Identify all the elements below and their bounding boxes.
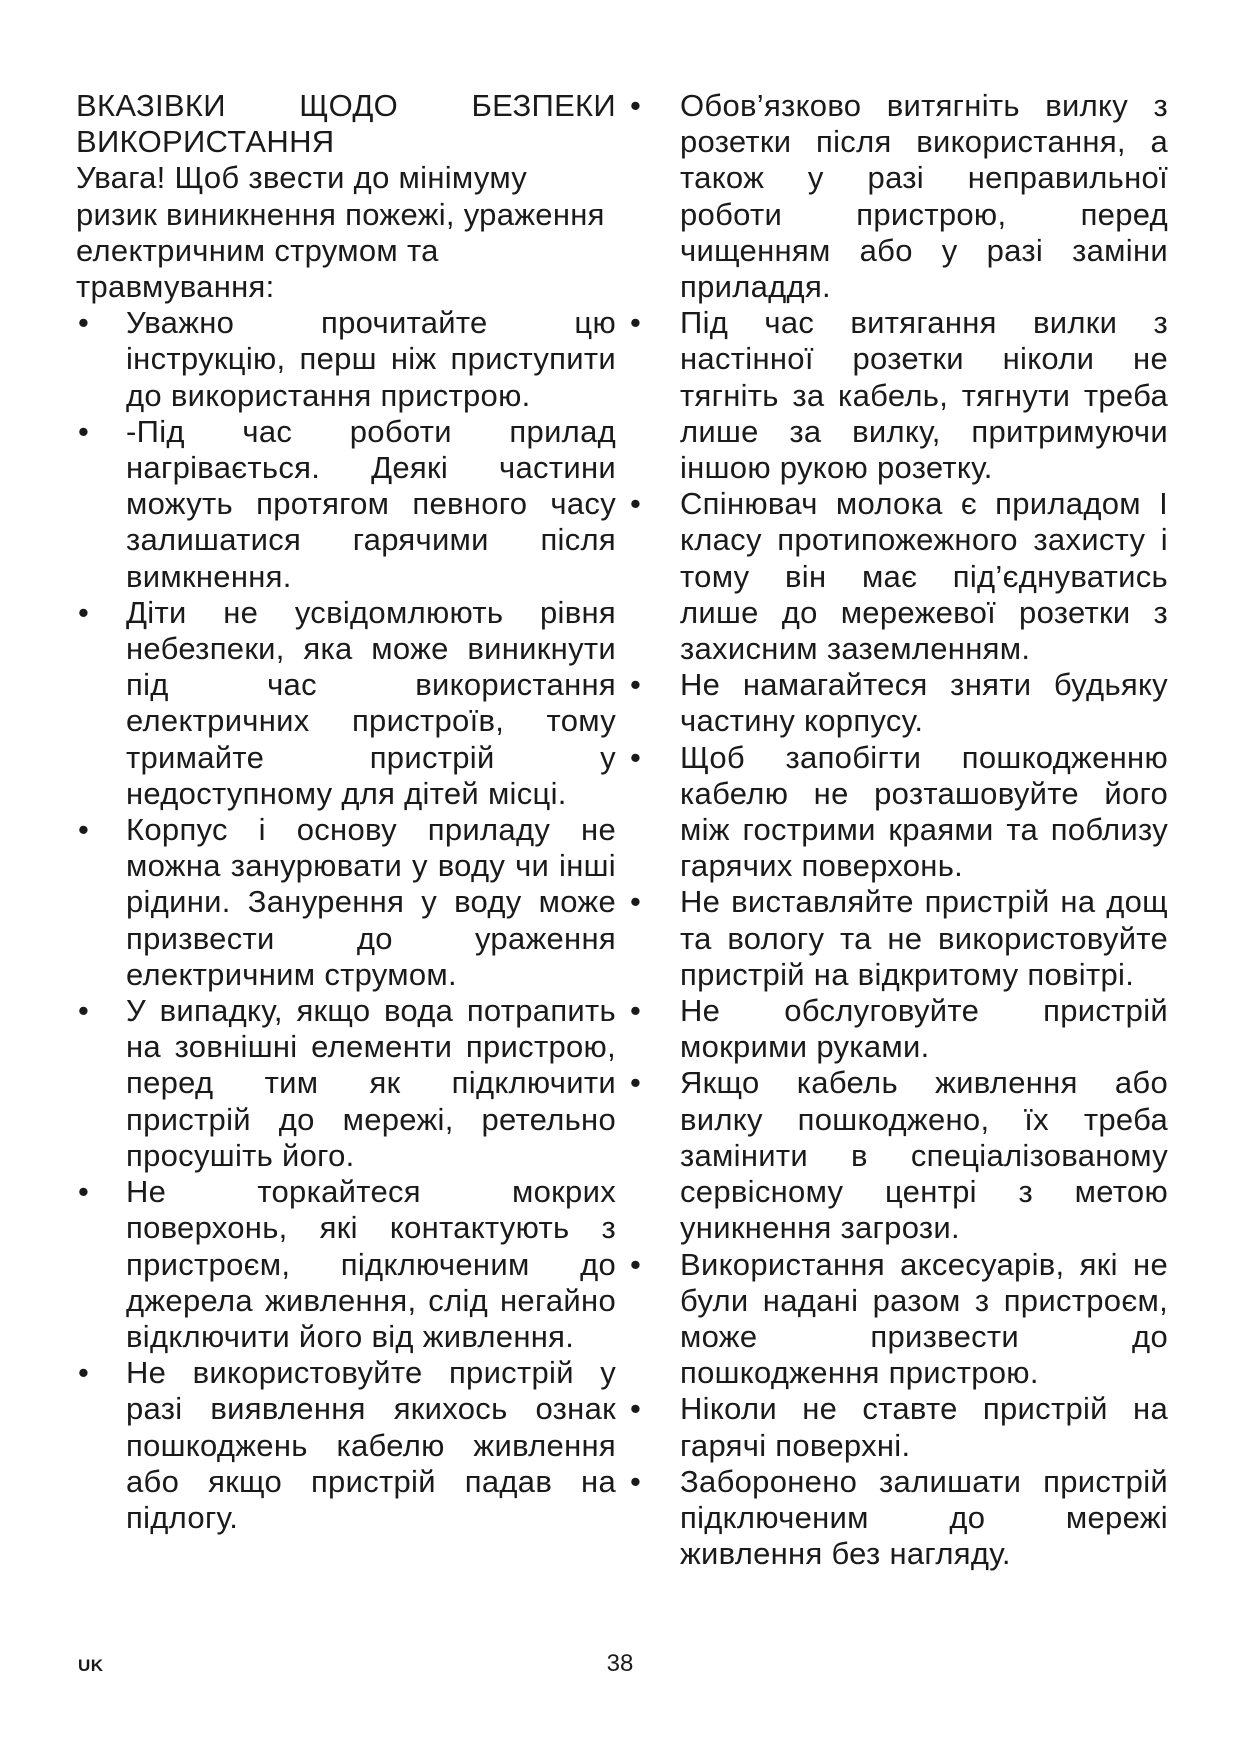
list-item-text: Спінювач молока є приладом I класу протипожежного захисту і тому він має під’єднуватись лише до мережевої розетки з захисним заземленням. xyxy=(680,486,1168,667)
list-item xyxy=(628,740,1168,885)
list-item-text: Використання аксесуарів, які не були надані разом з пристроєм, може призвести до пошкодження пристрою. xyxy=(680,1246,1168,1391)
list-item xyxy=(76,812,616,993)
list-item xyxy=(628,1464,1168,1573)
bullet-icon: • xyxy=(630,884,642,920)
list-item-text: Не обслуговуйте пристрій мокрими руками. xyxy=(680,993,1168,1065)
bullet-icon: • xyxy=(630,1391,642,1427)
list-item xyxy=(76,305,616,414)
section-title: ВКАЗІВКИ ЩОДО БЕЗПЕКИ ВИКОРИСТАННЯ xyxy=(76,88,616,160)
bullet-icon: • xyxy=(78,305,90,341)
left-bullet-list xyxy=(76,305,616,1536)
list-item xyxy=(628,667,1168,739)
bullet-icon: • xyxy=(78,594,90,630)
right-column xyxy=(628,88,1168,1572)
list-item-text: Заборонено залишати пристрій підключеним до мережі живлення без нагляду. xyxy=(680,1463,1168,1572)
list-item xyxy=(76,414,616,595)
list-item-text: У випадку, якщо вода потрапить на зовнішні елементи пристрою, перед тим як підключити пристрій до мережі, ретельно просушіть його. xyxy=(126,993,616,1173)
list-item-text: Під час витягання вилки з настінної розетки ніколи не тягніть за кабель, тягнути треба лише за вилку, притримуючи іншою рукою розетку. xyxy=(680,305,1168,486)
list-item xyxy=(628,884,1168,993)
page-number: 38 xyxy=(606,1650,634,1677)
list-item-text: Не намагайтеся зняти будьяку частину корпусу. xyxy=(680,667,1168,739)
bullet-icon: • xyxy=(78,812,90,848)
list-item xyxy=(628,486,1168,667)
list-item xyxy=(628,993,1168,1065)
list-item xyxy=(628,1065,1168,1246)
list-item-text: Обов’язково витягніть вилку з розетки після використання, а також у разі неправильної роботи пристрою, перед чищенням або у разі заміни приладдя. xyxy=(680,88,1168,305)
list-item-text: Щоб запобігти пошкодженню кабелю не розташовуйте його між гострими краями та поблизу гарячих поверхонь. xyxy=(680,739,1168,884)
list-item xyxy=(76,595,616,812)
bullet-icon: • xyxy=(630,486,642,522)
bullet-icon: • xyxy=(630,1246,642,1282)
bullet-icon: • xyxy=(78,1174,90,1210)
language-code: UK xyxy=(78,1656,104,1675)
bullet-icon: • xyxy=(630,1463,642,1499)
bullet-icon: • xyxy=(630,993,642,1029)
left-column xyxy=(76,88,616,1536)
list-item xyxy=(76,1355,616,1536)
list-item-text: Уважно прочитайте цю інструкцію, перш ніж приступити до використання пристрою. xyxy=(126,305,616,413)
list-item xyxy=(628,1391,1168,1463)
bullet-icon: • xyxy=(78,993,90,1029)
right-bullet-list xyxy=(628,88,1168,1572)
intro-paragraph: Увага! Щоб звести до мінімуму ризик виникнення пожежі, ураження електричним струмом та травмування: xyxy=(76,160,605,305)
list-item-text: -Під час роботи прилад нагрівається. Деякі частини можуть протягом певного часу залишатися гарячими після вимкнення. xyxy=(126,413,616,594)
bullet-icon: • xyxy=(630,667,642,703)
list-item-text: Ніколи не ставте пристрій на гарячі поверхні. xyxy=(680,1391,1168,1463)
list-item-text: Діти не усвідомлюють рівня небезпеки, яка може виникнути під час використання електричних пристроїв, тому тримайте пристрій у недоступному для дітей місці. xyxy=(126,594,616,811)
list-item xyxy=(628,88,1168,305)
list-item xyxy=(76,1174,616,1355)
bullet-icon: • xyxy=(630,88,642,123)
bullet-icon: • xyxy=(78,413,90,449)
list-item-text: Не торкайтеся мокрих поверхонь, які контактують з пристроєм, підключеним до джерела живлення, слід негайно відключити його від живлення. xyxy=(126,1174,616,1354)
bullet-icon: • xyxy=(630,1065,642,1101)
list-item xyxy=(76,993,616,1174)
list-item xyxy=(628,305,1168,486)
list-item-text: Не використовуйте пристрій у разі виявлення якихось ознак пошкоджень кабелю живлення або якщо пристрій падав на підлогу. xyxy=(126,1355,616,1535)
list-item-text: Не виставляйте пристрій на дощ та вологу та не використовуйте пристрій на відкритому повітрі. xyxy=(680,884,1168,992)
list-item-text: Якщо кабель живлення або вилку пошкоджено, їх треба замінити в спеціалізованому сервісному центрі з метою уникнення загрози. xyxy=(680,1065,1168,1246)
list-item xyxy=(628,1247,1168,1392)
bullet-icon: • xyxy=(78,1355,90,1391)
list-item-text: Корпус і основу приладу не можна занурювати у воду чи інші рідини. Занурення у воду може призвести до ураження електричним струмом. xyxy=(126,812,616,992)
bullet-icon: • xyxy=(630,739,642,775)
bullet-icon: • xyxy=(630,305,642,341)
